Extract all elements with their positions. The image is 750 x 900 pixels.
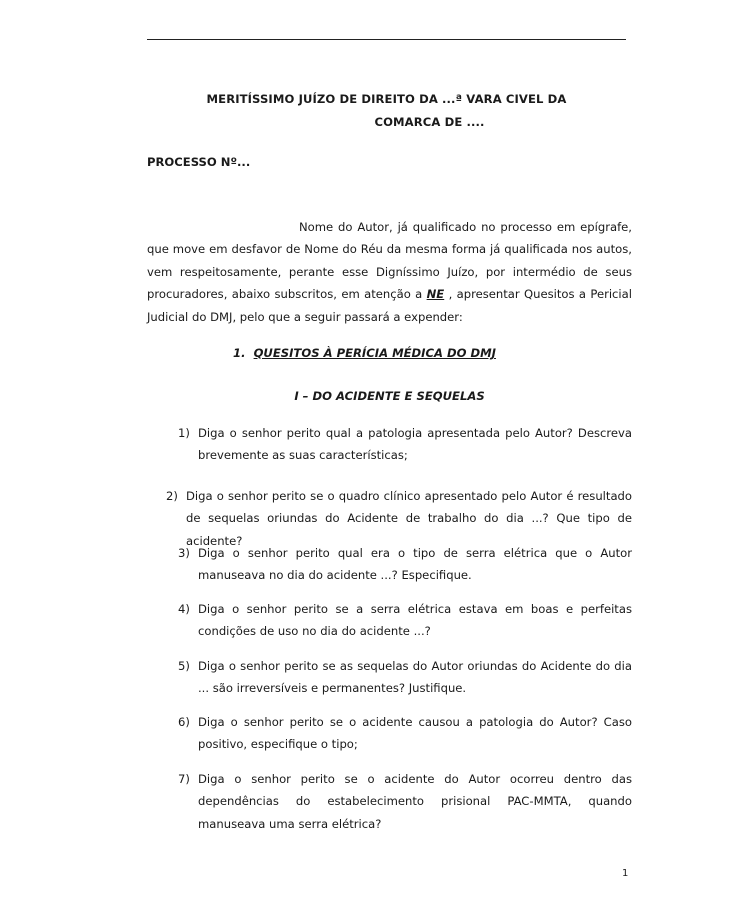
question-text: Diga o senhor perito se o acidente do Autor ocorreu dentro das dependências do estabelecimento prisional PAC-MMTA, quando manuseava uma serra elétrica?: [198, 772, 632, 831]
court-title-line-1: MERITÍSSIMO JUÍZO DE DIREITO DA ...ª VARA CIVEL DA: [206, 92, 567, 106]
question-number: 5): [178, 659, 190, 673]
court-title-line-2: COMARCA DE ....: [374, 115, 485, 129]
question-number: 6): [178, 715, 190, 729]
question-text: Diga o senhor perito se o acidente causou a patologia do Autor? Caso positivo, especifique o tipo;: [198, 715, 632, 752]
question-text: Diga o senhor perito qual era o tipo de serra elétrica que o Autor manuseava no dia do acidente ...? Especifique.: [198, 546, 632, 583]
question-text: Diga o senhor perito se as sequelas do Autor oriundas do Acidente do dia ... são irreversíveis e permanentes? Justifique.: [198, 659, 632, 696]
section-1-title: QUESITOS À PERÍCIA MÉDICA DO DMJ: [253, 346, 496, 360]
intro-text-part-1: Nome do Autor, já qualificado no processo em epígrafe, que move em desfavor de Nome do Réu da mesma forma já qualificada nos autos, vem respeitosamente, perante esse Digníssimo Juízo, por intermédio de seus procuradores, abaixo subscritos, em atenção a: [147, 220, 632, 302]
intro-paragraph: [147, 216, 632, 328]
section-2-heading: I – DO ACIDENTE E SEQUELAS: [294, 389, 485, 403]
intro-emphasis: NE: [426, 287, 445, 302]
question-text: Diga o senhor perito se o quadro clínico apresentado pelo Autor é resultado de sequelas oriundas do Acidente de trabalho do dia ...? Que tipo de acidente?: [186, 489, 632, 548]
page-number: 1: [622, 868, 629, 879]
section-1-heading: [125, 346, 604, 360]
question-number: 7): [178, 772, 190, 786]
question-text: Diga o senhor perito se a serra elétrica estava em boas e perfeitas condições de uso no dia do acidente ...?: [198, 602, 632, 639]
question-item: [178, 598, 632, 643]
question-number: 3): [178, 546, 190, 560]
question-item: [178, 422, 632, 467]
question-item: [178, 542, 632, 587]
header-rule: [147, 39, 626, 40]
question-number: 1): [178, 426, 190, 440]
section-1-number: 1.: [233, 346, 246, 360]
question-item: [178, 768, 632, 835]
processo-number: PROCESSO Nº...: [147, 155, 251, 169]
question-item: [178, 711, 632, 756]
question-text: Diga o senhor perito qual a patologia apresentada pelo Autor? Descreva brevemente as suas características;: [198, 426, 632, 463]
question-item: [178, 655, 632, 700]
question-number: 4): [178, 602, 190, 616]
question-number: 2): [166, 489, 178, 503]
intro-text-part-2: , apresentar Quesitos a Pericial Judicial do DMJ, pelo que a seguir passará a expender:: [147, 287, 632, 324]
